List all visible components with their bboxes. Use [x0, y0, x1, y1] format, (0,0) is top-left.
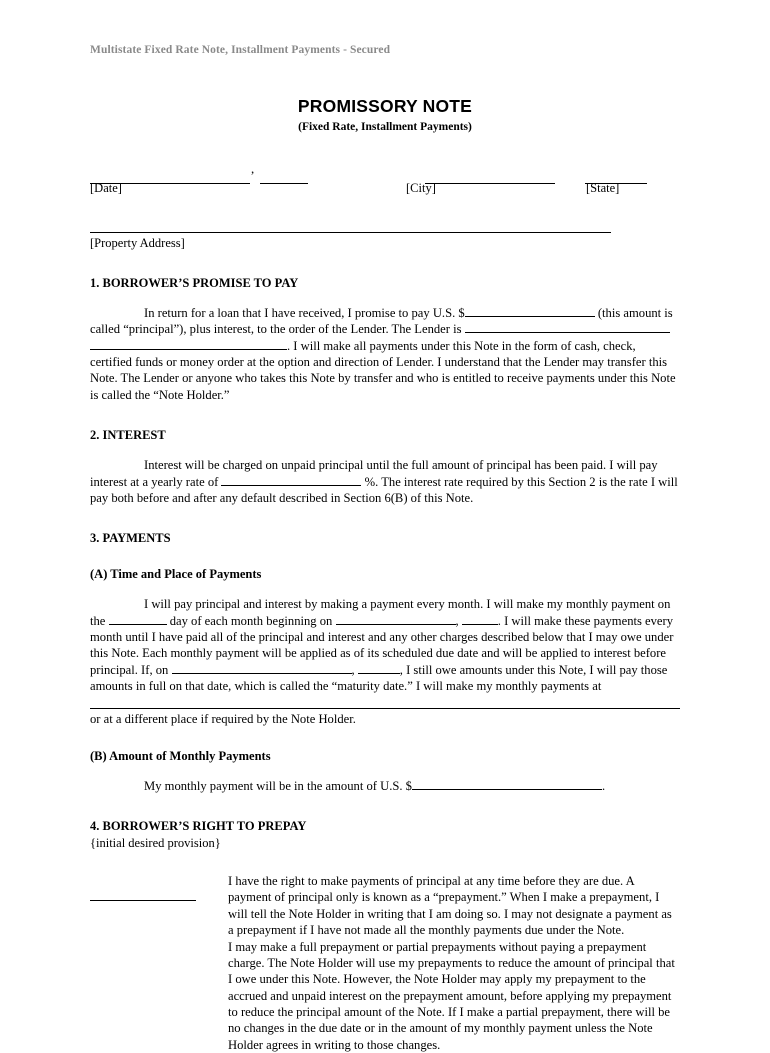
lender-name-blank-1[interactable]: [465, 321, 670, 333]
prepay-initials-area: [90, 873, 228, 1053]
prepay-initials-block: [90, 873, 680, 1053]
section-3a-text-1: I will pay principal and interest by making a payment every month. I will make my monthly payment on the: [90, 597, 671, 628]
section-1-heading: 1. BORROWER’S PROMISE TO PAY: [90, 276, 299, 290]
document-header-line: Multistate Fixed Rate Note, Installment Payments - Secured: [90, 44, 391, 56]
date-label: [Date]: [90, 181, 122, 195]
property-address-label: [Property Address]: [90, 236, 185, 250]
section-3a-text-2: day of each month beginning on: [169, 613, 333, 628]
first-payment-date-blank[interactable]: [336, 613, 456, 625]
section-2-text-a: Interest will be charged on unpaid principal until the full amount of principal has been paid. I will pay interest at a yearly rate of: [90, 458, 658, 489]
section-4-note: {initial desired provision}: [90, 836, 221, 851]
page-title: PROMISSORY NOTE: [297, 96, 473, 116]
date-city-state-blanks: [90, 161, 680, 177]
first-payment-year-blank[interactable]: [462, 613, 498, 625]
city-label: [City]: [406, 181, 436, 195]
section-3a-heading: (A) Time and Place of Payments: [90, 567, 262, 582]
date-comma: ,: [251, 161, 255, 176]
monthly-payment-amount-blank[interactable]: [412, 778, 602, 790]
section-3b-text-end: .: [601, 778, 606, 793]
section-3a-paragraph: I will pay principal and interest by making a payment every month. I will make my monthly payment on the day of each month beginning on , . I will make these payments every month until I have paid all of the principal and interest and any other charges described below that I may owe under this Note. Each monthly payment will be applied as of its scheduled due date and will be applied to interest before principal. If, on , , I still owe amounts under this Note, I will pay those amounts in full on that date, which is called the “maturity date.” I will make my monthly payments at: [90, 597, 674, 694]
initials-blank[interactable]: [90, 888, 196, 901]
section-3b-heading: (B) Amount of Monthly Payments: [90, 748, 271, 763]
prepay-provision-text: [228, 873, 680, 1053]
section-3b-text: My monthly payment will be in the amount of U.S. $: [144, 778, 412, 793]
principal-amount-blank[interactable]: [465, 305, 595, 317]
section-3a-text-3: . I will make these payments every month until I have paid all of the principal and interest and any other charges described below that I may owe under this Note. Each monthly payment will be applied as of its scheduled due date and will be applied to interest before principal. If, on: [90, 613, 674, 677]
maturity-year-blank[interactable]: [358, 662, 400, 674]
section-3-heading: 3. PAYMENTS: [90, 531, 171, 546]
interest-rate-blank[interactable]: [221, 474, 361, 486]
state-label: [State]: [586, 181, 620, 195]
payment-place-blank[interactable]: [90, 696, 680, 709]
page-subtitle: (Fixed Rate, Installment Payments): [298, 121, 472, 133]
section-1-text-b: (this amount is called “principal”), plus interest, to the order of the Lender. The Lender is: [90, 306, 673, 337]
section-1-paragraph: [90, 305, 680, 403]
section-2-heading: 2. INTEREST: [90, 428, 166, 443]
section-1-text-a: In return for a loan that I have received, I promise to pay U.S. $: [144, 306, 465, 320]
section-3a-text-4: , I still owe amounts under this Note, I will pay those amounts in full on that date, which is called the “maturity date.” I will make my monthly payments at: [90, 662, 668, 694]
maturity-date-blank[interactable]: [172, 662, 352, 674]
section-2-paragraph: [90, 457, 680, 506]
property-address-blank[interactable]: [90, 219, 611, 233]
section-3b-paragraph: [90, 778, 680, 794]
prepay-paragraph-1: I have the right to make payments of principal at any time before they are due. A payment of principal only is known as a “prepayment.” When I make a prepayment, I will tell the Note Holder in writing that I am doing so. I may not designate a payment as a prepayment if I have not made all the monthly payments due under the Note.: [228, 874, 672, 938]
section-2-text-b: %. The interest rate required by this Section 2 is the rate I will pay both before and after any default described in Section 6(B) of this Note.: [90, 474, 678, 505]
lender-name-blank-2[interactable]: [90, 338, 287, 350]
date-city-state-labels: [90, 181, 680, 197]
section-4-heading: 4. BORROWER’S RIGHT TO PREPAY: [90, 819, 307, 834]
prepay-paragraph-2: I may make a full prepayment or partial prepayments without paying a prepayment charge. The Note Holder will use my prepayments to reduce the amount of principal that I owe under this Note. However, the Note Holder may apply my prepayment to the accrued and unpaid interest on the prepayment amount, before applying my prepayment to reduce the principal amount of the Note. If I make a partial prepayment, there will be no changes in the due date or in the amount of my monthly payment unless the Note Holder agrees in writing to those changes.: [228, 939, 675, 1052]
section-3a-paragraph-end: or at a different place if required by the Note Holder.: [90, 712, 356, 727]
payment-day-blank[interactable]: [109, 613, 167, 625]
document-content: [90, 44, 680, 1053]
section-1-text-c: . I will make all payments under this Note in the form of cash, check, certified funds or money order at the option and direction of Lender. I understand that the Lender may transfer this Note. The Lender or anyone who takes this Note by transfer and who is entitled to receive payments under this Note is called the “Note Holder.”: [90, 338, 676, 402]
